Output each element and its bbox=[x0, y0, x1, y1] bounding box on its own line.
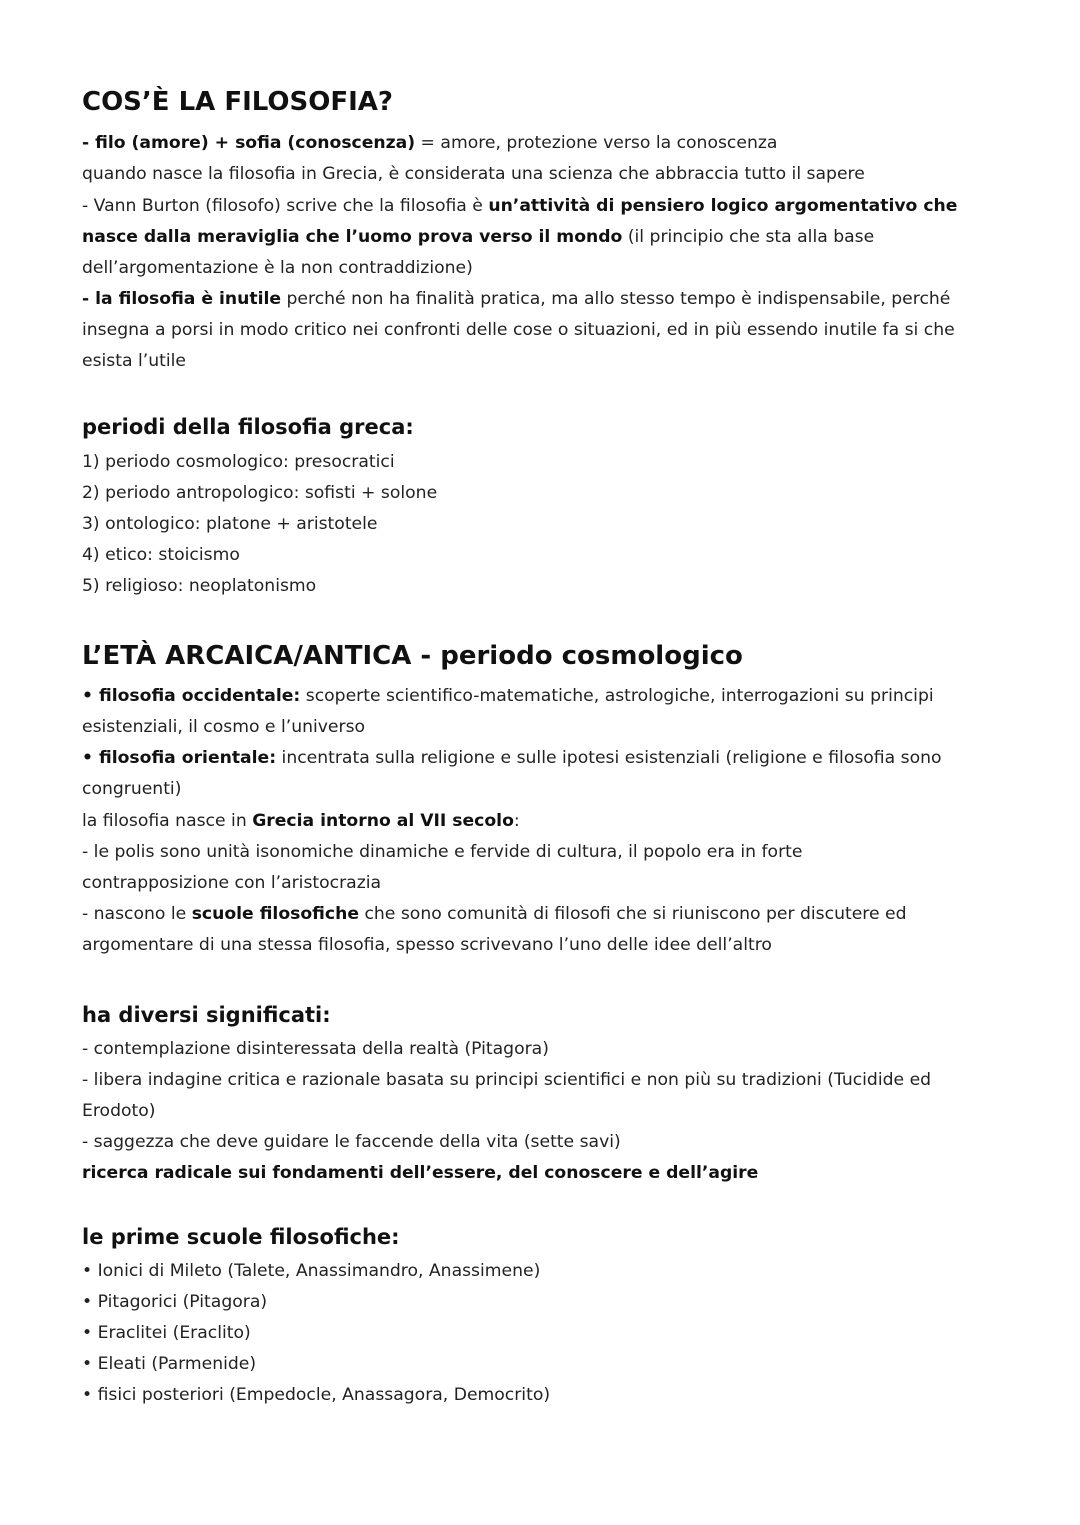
text-line: - contemplazione disinteressata della realtà (Pitagora) bbox=[82, 1039, 549, 1059]
section-title-periodi: periodi della filosofia greca: bbox=[82, 415, 414, 439]
bold-text: ricerca radicale sui fondamenti dell’essere, del conoscere e dell’agire bbox=[82, 1163, 759, 1183]
text-span: - Vann Burton (filosofo) scrive che la filosofia è bbox=[82, 196, 489, 216]
text-line: - le polis sono unità isonomiche dinamiche e fervide di cultura, il popolo era in forte bbox=[82, 842, 803, 862]
text-span: incentrata sulla religione e sulle ipotesi esistenziali (religione e filosofia sono bbox=[276, 748, 942, 768]
list-item: 5) religioso: neoplatonismo bbox=[82, 576, 317, 596]
list-item: 1) periodo cosmologico: presocratici bbox=[82, 452, 395, 472]
list-item: • fisici posteriori (Empedocle, Anassagora, Democrito) bbox=[82, 1385, 551, 1405]
text-line: quando nasce la filosofia in Grecia, è considerata una scienza che abbraccia tutto il sapere bbox=[82, 164, 865, 184]
bold-text: Grecia intorno al VII secolo bbox=[252, 811, 514, 831]
bold-text: • filosofia orientale: bbox=[82, 748, 277, 768]
text-line: - saggezza che deve guidare le faccende della vita (sette savi) bbox=[82, 1132, 621, 1152]
text-line bbox=[82, 746, 942, 770]
text-span: la filosofia nasce in bbox=[82, 811, 253, 831]
text-line bbox=[82, 287, 950, 311]
list-item: • Eraclitei (Eraclito) bbox=[82, 1323, 251, 1343]
text-line: Erodoto) bbox=[82, 1101, 156, 1121]
section-title-eta-arcaica bbox=[82, 640, 743, 672]
text-line: argomentare di una stessa filosofia, spesso scrivevano l’uno delle idee dell’altro bbox=[82, 935, 772, 955]
section-title-significati: ha diversi significati: bbox=[82, 1003, 331, 1027]
text-line: congruenti) bbox=[82, 779, 182, 799]
text-span: che sono comunità di filosofi che si riuniscono per discutere ed bbox=[359, 904, 907, 924]
text-line bbox=[82, 131, 777, 155]
list-item: • Ionici di Mileto (Talete, Anassimandro, Anassimene) bbox=[82, 1261, 541, 1281]
text-line bbox=[82, 225, 874, 249]
text-line bbox=[82, 194, 957, 218]
text-line: contrapposizione con l’aristocrazia bbox=[82, 873, 382, 893]
list-item: 2) periodo antropologico: sofisti + solone bbox=[82, 483, 438, 503]
text-line: dell’argomentazione è la non contraddizione) bbox=[82, 258, 473, 278]
list-item: • Pitagorici (Pitagora) bbox=[82, 1292, 268, 1312]
text-line: - libera indagine critica e razionale basata su principi scientifici e non più su tradizioni (Tucidide ed bbox=[82, 1070, 932, 1090]
bold-text: - filo (amore) + sofia (conoscenza) bbox=[82, 133, 416, 153]
bold-text: - la filosofia è inutile bbox=[82, 289, 282, 309]
section-title-prime-scuole: le prime scuole filosofiche: bbox=[82, 1225, 400, 1249]
text-span: scoperte scientifico-matematiche, astrologiche, interrogazioni su principi bbox=[300, 686, 934, 706]
title-part: L’ETÀ ARCAICA/ANTICA bbox=[82, 641, 412, 671]
text-line bbox=[82, 902, 907, 926]
text-line bbox=[82, 684, 934, 708]
section-title-cos-e-la-filosofia: COS’È LA FILOSOFIA? bbox=[82, 87, 393, 117]
list-item: • Eleati (Parmenide) bbox=[82, 1354, 257, 1374]
title-part: - periodo cosmologico bbox=[411, 641, 743, 671]
text-span: (il principio che sta alla base bbox=[622, 227, 875, 247]
text-line: esistenziali, il cosmo e l’universo bbox=[82, 717, 366, 737]
text-span: perché non ha finalità pratica, ma allo stesso tempo è indispensabile, perché bbox=[281, 289, 951, 309]
text-line: insegna a porsi in modo critico nei confronti delle cose o situazioni, ed in più essendo inutile fa si che bbox=[82, 320, 955, 340]
list-item: 4) etico: stoicismo bbox=[82, 545, 240, 565]
text-line bbox=[82, 809, 520, 833]
text-span: = amore, protezione verso la conoscenza bbox=[415, 133, 778, 153]
text-span: - nascono le bbox=[82, 904, 192, 924]
bold-text: scuole filosofiche bbox=[191, 904, 359, 924]
text-line: esista l’utile bbox=[82, 351, 186, 371]
text-line bbox=[82, 1161, 758, 1185]
bold-text: • filosofia occidentale: bbox=[82, 686, 301, 706]
bold-text: nasce dalla meraviglia che l’uomo prova verso il mondo bbox=[82, 227, 623, 247]
list-item: 3) ontologico: platone + aristotele bbox=[82, 514, 378, 534]
text-span: : bbox=[513, 811, 520, 831]
bold-text: un’attività di pensiero logico argomentativo che bbox=[488, 196, 958, 216]
